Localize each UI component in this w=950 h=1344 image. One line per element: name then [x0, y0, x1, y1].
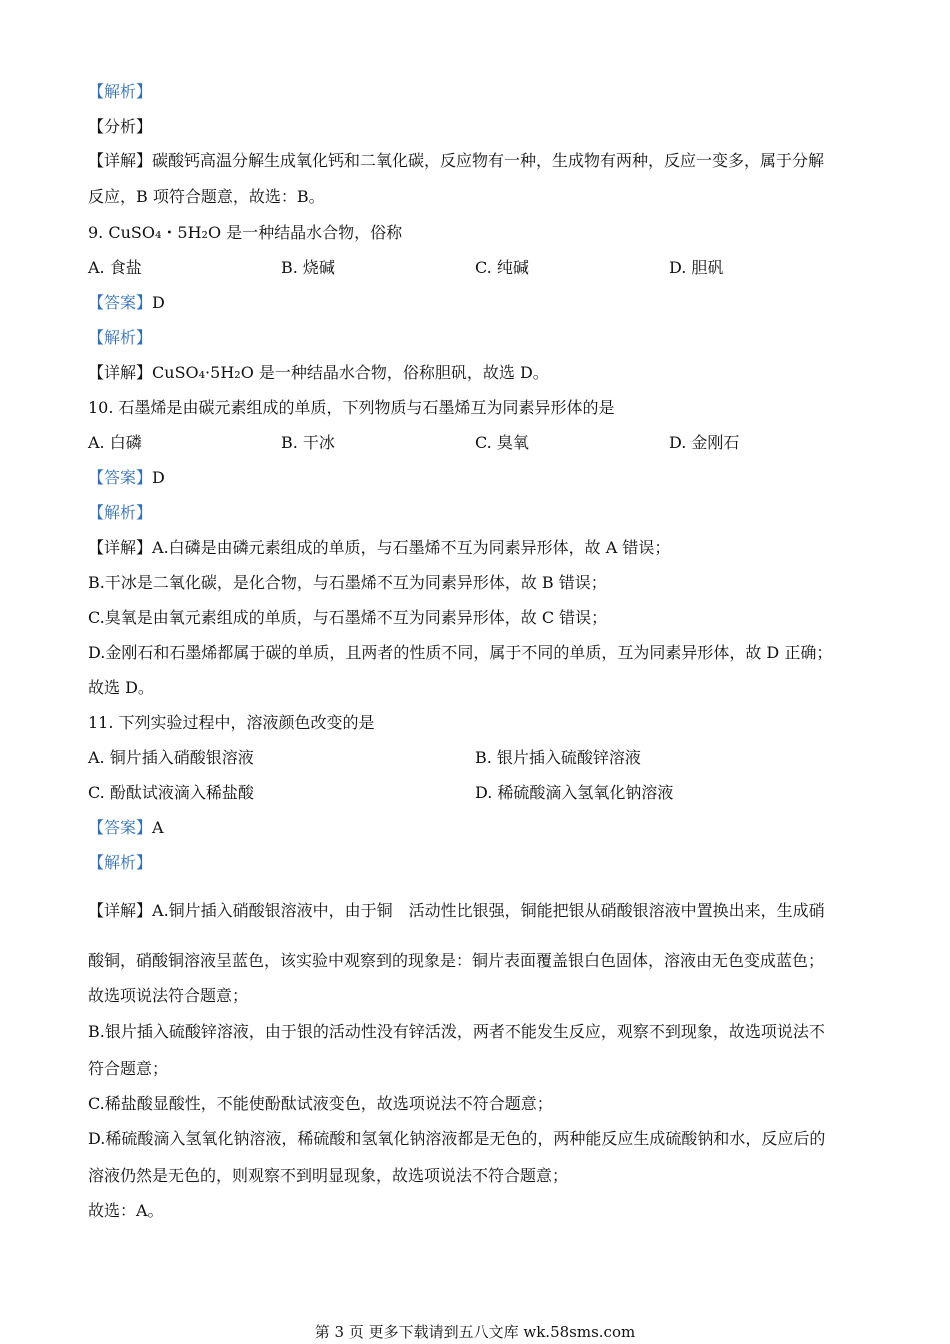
- question-11-option-a: A. 铜片插入硝酸银溶液: [88, 748, 254, 767]
- section-label-fenxi: 【分析】: [88, 117, 153, 136]
- question-11-option-d: D. 稀硫酸滴入氢氧化钠溶液: [475, 783, 674, 802]
- question-9-option-c: C. 纯碱: [475, 258, 529, 277]
- question-11-detail-2: 酸铜，硝酸铜溶液呈蓝色，该实验中观察到的现象是：铜片表面覆盖银白色固体，溶液由无色变成蓝色；: [88, 951, 825, 970]
- answer-value: A: [152, 818, 164, 837]
- question-11-option-c: C. 酚酞试液滴入稀盐酸: [88, 783, 254, 802]
- question-11-detail-7: D.稀硫酸滴入氢氧化钠溶液，稀硫酸和氢氧化钠溶液都是无色的，两种能反应生成硫酸钠和水，反应后的: [88, 1129, 826, 1148]
- question-11-detail-1: [88, 901, 825, 921]
- question-10-detail-3: C.臭氧是由氧元素组成的单质，与石墨烯不互为同素异形体，故 C 错误；: [88, 608, 608, 627]
- question-10-option-b: B. 干冰: [281, 433, 335, 452]
- detail-label: 【详解】: [88, 538, 153, 557]
- question-10-option-d: D. 金刚石: [669, 433, 740, 452]
- detail-text: CuSO₄·5H₂O 是一种结晶水合物，俗称胆矾，故选 D。: [152, 363, 549, 382]
- question-9-detail: [88, 363, 549, 383]
- page-footer: 第 3 页 更多下载请到五八文库 wk.58sms.com: [314, 1323, 636, 1341]
- detail-label: 【详解】: [88, 901, 153, 920]
- question-9-answer: [88, 293, 165, 313]
- question-9-option-b: B. 烧碱: [281, 258, 335, 277]
- answer-label: 【答案】: [88, 468, 153, 487]
- question-10-detail-2: B.干冰是二氧化碳，是化合物，与石墨烯不互为同素异形体，故 B 错误；: [88, 573, 607, 592]
- question-11-detail-5: 符合题意；: [88, 1059, 169, 1078]
- question-9-option-a: A. 食盐: [88, 258, 142, 277]
- question-11-stem: 11. 下列实验过程中，溶液颜色改变的是: [88, 713, 375, 732]
- question-11-analysis-label: 【解析】: [88, 853, 153, 872]
- question-10-option-a: A. 白磷: [88, 433, 142, 452]
- answer-value: D: [152, 293, 165, 312]
- question-10-detail-1: [88, 538, 670, 558]
- question-11-detail-6: C.稀盐酸显酸性，不能使酚酞试液变色，故选项说法不符合题意；: [88, 1094, 553, 1113]
- detail-label: 【详解】: [88, 363, 153, 382]
- detail-label: 【详解】: [88, 151, 153, 170]
- question-10-detail-5: 故选 D。: [88, 678, 154, 697]
- question-9-option-d: D. 胆矾: [669, 258, 724, 277]
- detail-text: A.白磷是由磷元素组成的单质，与石墨烯不互为同素异形体，故 A 错误；: [152, 538, 671, 557]
- question-11-option-b: B. 银片插入硫酸锌溶液: [475, 748, 641, 767]
- section-label-analysis: 【解析】: [88, 82, 153, 101]
- question-10-option-c: C. 臭氧: [475, 433, 529, 452]
- detail-paragraph: [88, 151, 824, 171]
- question-10-stem: 10. 石墨烯是由碳元素组成的单质，下列物质与石墨烯互为同素异形体的是: [88, 398, 615, 417]
- detail-text-cont: 反应，B 项符合题意，故选：B。: [88, 187, 325, 206]
- question-10-answer: [88, 468, 165, 488]
- question-11-detail-8: 溶液仍然是无色的，则观察不到明显现象，故选项说法不符合题意；: [88, 1166, 569, 1185]
- question-11-answer: [88, 818, 164, 838]
- answer-value: D: [152, 468, 165, 487]
- question-9-analysis-label: 【解析】: [88, 328, 153, 347]
- question-10-analysis-label: 【解析】: [88, 503, 153, 522]
- question-11-detail-9: 故选：A。: [88, 1201, 164, 1220]
- detail-text: A.铜片插入硝酸银溶液中，由于铜 活动性比银强，铜能把银从硝酸银溶液中置换出来，生成硝: [152, 901, 825, 920]
- question-11-detail-3: 故选项说法符合题意；: [88, 986, 249, 1005]
- question-9-stem: 9. CuSO₄・5H₂O 是一种结晶水合物，俗称: [88, 223, 403, 242]
- answer-label: 【答案】: [88, 293, 153, 312]
- question-11-detail-4: B.银片插入硫酸锌溶液，由于银的活动性没有锌活泼，两者不能发生反应，观察不到现象，故选项说法不: [88, 1022, 825, 1041]
- detail-text: 碳酸钙高温分解生成氧化钙和二氧化碳，反应物有一种，生成物有两种，反应一变多，属于分解: [152, 151, 825, 170]
- question-10-detail-4: D.金刚石和石墨烯都属于碳的单质，且两者的性质不同，属于不同的单质，互为同素异形体，故 D 正确；: [88, 643, 833, 662]
- answer-label: 【答案】: [88, 818, 153, 837]
